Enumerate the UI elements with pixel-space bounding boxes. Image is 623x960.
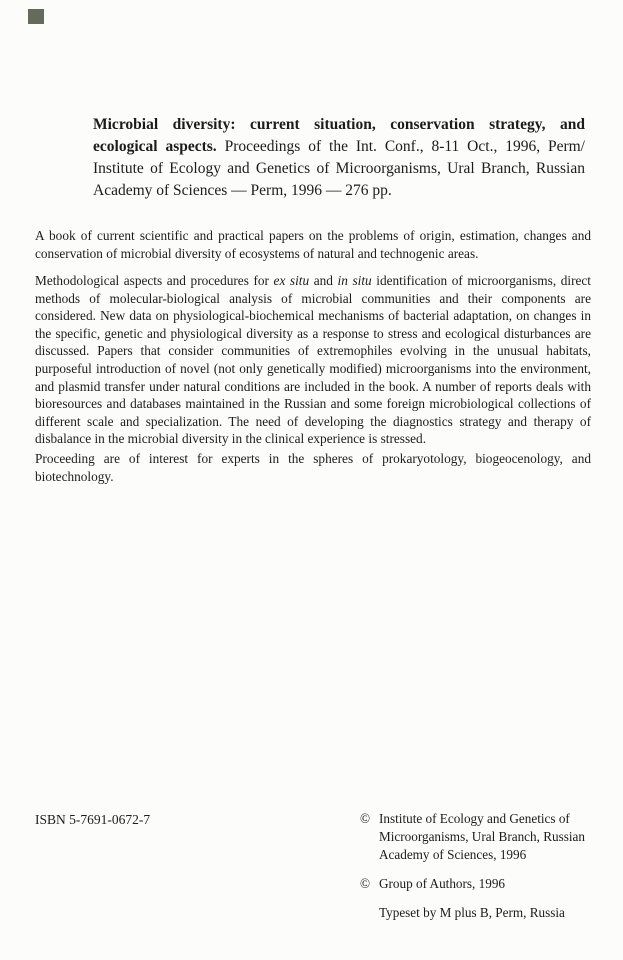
typeset-indent-spacer xyxy=(360,904,379,922)
copyright-entry-institute xyxy=(360,810,592,864)
abstract-paragraph-3: Proceeding are of interest for experts in the spheres of prokaryotology, biogeocenology, and biotechnology. xyxy=(35,451,591,484)
abstract-paragraph-1: A book of current scientific and practical papers on the problems of origin, estimation, changes and conservation of microbial diversity of ecosystems of natural and technogenic areas. xyxy=(35,228,591,261)
copyright-holder-institute: Institute of Ecology and Genetics of Microorganisms, Ural Branch, Russian Academy of Sciences, 1996 xyxy=(379,811,585,862)
copyright-symbol-icon: © xyxy=(360,876,371,891)
copyright-block xyxy=(360,810,592,933)
typeset-credit: Typeset by M plus B, Perm, Russia xyxy=(379,905,565,920)
bibliographic-title xyxy=(93,114,585,202)
copyright-entry-authors xyxy=(360,875,592,893)
copyright-symbol-icon: © xyxy=(360,811,371,826)
typeset-entry xyxy=(360,904,592,922)
latin-term-in-situ: in situ xyxy=(337,273,372,288)
paragraph-2-segment: identification of microorganisms, direct methods of molecular-biological analysis of microbial communities and their components are considered. New data on physiological-biochemical mechanisms of bacterial adaptation, on changes in the specific, genetic and physiological diversity as a response to stress and ecological disturbances are discussed. Papers that consider communities of extremophiles evolving in the unusual habitats, purposeful introduction of novel (not only genetically modified) microorganisms into the environment, and plasmid transfer under natural conditions are included in the book. A number of reports deals with bioresources and databases maintained in the Russian and some foreign microbiological collections of different scale and specialization. The need of developing the diagnostics strategy and therapy of disbalance in the microbial diversity in the clinical experience is stressed. xyxy=(35,273,592,447)
copyright-holder-authors: Group of Authors, 1996 xyxy=(379,876,506,891)
abstract-paragraph-2 xyxy=(35,272,591,448)
latin-term-ex-situ: ex situ xyxy=(273,273,310,288)
title-rest-text: Proceedings of the Int. Conf., 8-11 Oct., 1996, Perm/ Institute of Ecology and Genetics of Microorganisms, Ural Branch, Russian Academy of Sciences — Perm, 1996 — 276 pp. xyxy=(93,138,585,199)
scan-artifact-mark xyxy=(28,9,44,24)
paragraph-2-segment: Methodological aspects and procedures for xyxy=(35,273,274,288)
paragraph-2-segment: and xyxy=(309,273,338,288)
title-bold-text: Microbial diversity: current situation, conservation strategy, and ecological aspects. xyxy=(93,116,585,155)
isbn-number: ISBN 5-7691-0672-7 xyxy=(35,812,151,827)
